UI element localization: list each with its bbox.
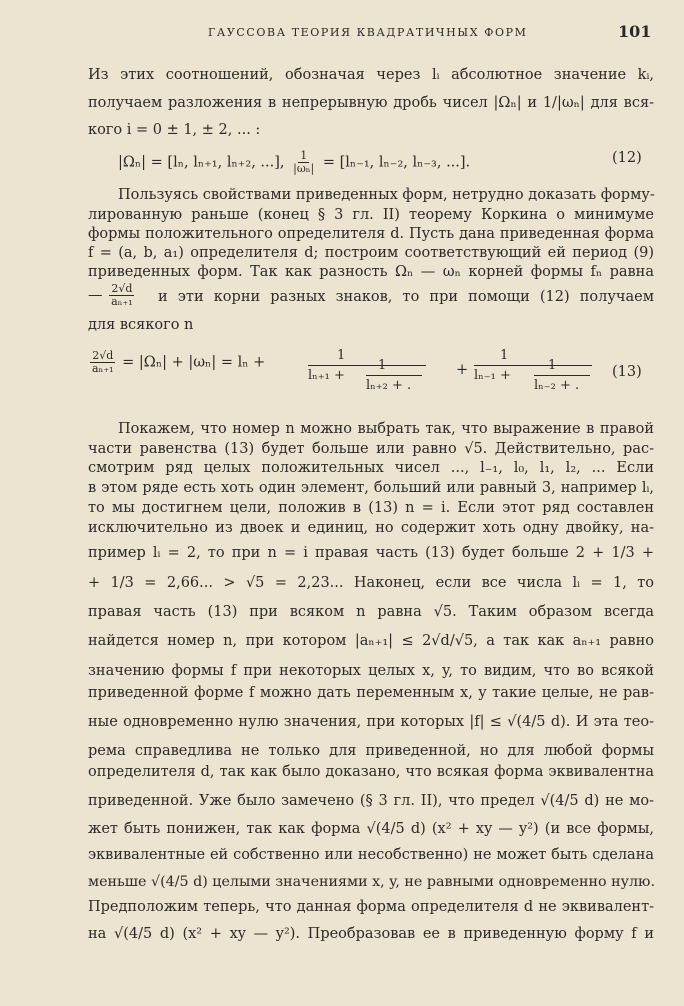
- text-line: лированную раньше (конец § 3 гл. II) теорему Коркина о минимуме: [88, 207, 654, 223]
- text-line: для всякого n: [88, 317, 194, 333]
- text-line: ные одновременно нулю значения, при которых |f| ≤ √(4/5 d). И эта тео-: [88, 714, 654, 730]
- eq12-frac-den: |ωₙ|: [293, 162, 315, 175]
- text-line: на √(4/5 d) (x² + xy — y²). Преобразовав ее в приведенную форму f и: [88, 926, 654, 942]
- inline-fraction-root-difference: [88, 283, 137, 308]
- text-line: и эти корни разных знаков, то при помощи (12) получаем: [158, 289, 654, 305]
- eq12-left: |Ωₙ| = [lₙ, lₙ₊₁, lₙ₊₂, ...],: [118, 154, 285, 171]
- equation-number-12: (12): [612, 150, 642, 166]
- text-line: приведенной форме f можно дать переменным x, y такие целые, не рав-: [88, 685, 654, 701]
- cf2-sub-numerator: 1: [548, 358, 557, 373]
- text-line: приведенной. Уже было замечено (§ 3 гл. II), что предел √(4/5 d) не мо-: [88, 793, 654, 809]
- running-header: ГАУССОВА ТЕОРИЯ КВАДРАТИЧНЫХ ФОРМ: [208, 26, 528, 39]
- text-line: f = (a, b, a₁) определителя d; построим соответствующий ей период (9): [88, 245, 654, 261]
- equation-number-13: (13): [612, 364, 642, 380]
- cf1-sub-bar: [366, 375, 422, 376]
- text-line: приведенных форм. Так как разность Ωₙ — ωₙ корней формы fₙ равна: [88, 264, 654, 280]
- text-line: получаем разложения в непрерывную дробь чисел |Ωₙ| и 1/|ωₙ| для вся-: [88, 95, 654, 111]
- text-line: значению формы f при некоторых целых x, y, то видим, что во всякой: [88, 663, 654, 679]
- page-number: 101: [618, 22, 652, 41]
- text-line: эквивалентные ей собственно или несобственно) не может быть сделана: [88, 847, 654, 863]
- eq12-fraction: [291, 150, 316, 175]
- text-line: кого i = 0 ± 1, ± 2, ... :: [88, 122, 261, 138]
- root-difference-fraction: [109, 283, 135, 308]
- cf1-sub-term: lₙ₊₂ + .: [366, 378, 412, 393]
- fraction-sign: —: [88, 287, 103, 304]
- text-line: определителя d, так как было доказано, что всякая форма эквивалентна: [88, 764, 654, 780]
- cf2-numerator: 1: [500, 348, 509, 363]
- text-line: смотрим ряд целых положительных чисел ..., l₋₁, l₀, l₁, l₂, ... Если: [88, 460, 654, 476]
- text-line: пример lᵢ = 2, то при n = i правая часть (13) будет больше 2 + 1/3 +: [88, 545, 654, 561]
- eq13-lhs-den: aₙ₊₁: [92, 362, 114, 375]
- cf1-term: lₙ₊₁ +: [308, 368, 345, 383]
- text-line: рема справедлива не только для приведенной, но для любой формы: [88, 743, 654, 759]
- eq13-plus: +: [456, 362, 469, 378]
- text-line: Из этих соотношений, обозначая через lᵢ абсолютное значение kᵢ,: [88, 67, 654, 83]
- equation-12: [118, 150, 470, 175]
- cf1-bar: [308, 365, 426, 366]
- cf2-term: lₙ₋₁ +: [474, 368, 511, 383]
- text-line: найдется номер n, при котором |aₙ₊₁| ≤ 2√d/√5, а так как aₙ₊₁ равно: [88, 633, 654, 649]
- text-line: Покажем, что номер n можно выбрать так, что выражение в правой: [118, 421, 654, 437]
- text-line: + 1/3 = 2,66... > √5 = 2,23... Наконец, если все числа lᵢ = 1, то: [88, 575, 654, 591]
- cf2-bar: [474, 365, 592, 366]
- eq12-right: = [lₙ₋₁, lₙ₋₂, lₙ₋₃, ...].: [322, 154, 471, 171]
- frac-den: aₙ₊₁: [111, 295, 133, 308]
- equation-13: [88, 350, 265, 375]
- cf1-sub-numerator: 1: [378, 358, 387, 373]
- text-line: правая часть (13) при всяком n равна √5. Таким образом всегда: [88, 604, 654, 620]
- eq13-lhs-num: 2√d: [92, 349, 114, 362]
- text-line: меньше √(4/5 d) целыми значениями x, y, не равными одновременно нулю.: [88, 874, 655, 890]
- text-line: Предположим теперь, что данная форма определителя d не эквивалент-: [88, 899, 654, 915]
- eq12-frac-num: 1: [300, 149, 308, 162]
- text-line: исключительно из двоек и единиц, но содержит хоть одну двойку, на-: [88, 520, 654, 536]
- text-line: формы положительного определителя d. Пусть дана приведенная форма: [88, 226, 654, 242]
- cf2-sub-term: lₙ₋₂ + .: [534, 378, 580, 393]
- eq13-middle: = |Ωₙ| + |ωₙ| = lₙ +: [122, 354, 266, 371]
- frac-num: 2√d: [111, 282, 133, 295]
- text-line: то мы достигнем цели, положив в (13) n = i. Если этот ряд составлен: [88, 500, 654, 516]
- eq13-lhs-fraction: [90, 350, 116, 375]
- text-line: части равенства (13) будет больше или равно √5. Действительно, рас-: [88, 441, 654, 457]
- text-line: Пользуясь свойствами приведенных форм, нетрудно доказать форму-: [118, 187, 655, 203]
- cf2-sub-bar: [534, 375, 590, 376]
- text-line: жет быть понижен, так как форма √(4/5 d) (x² + xy — y²) (и все формы,: [88, 821, 654, 837]
- cf1-numerator: 1: [337, 348, 346, 363]
- text-line: в этом ряде есть хоть один элемент, больший или равный 3, например lᵢ,: [88, 480, 654, 496]
